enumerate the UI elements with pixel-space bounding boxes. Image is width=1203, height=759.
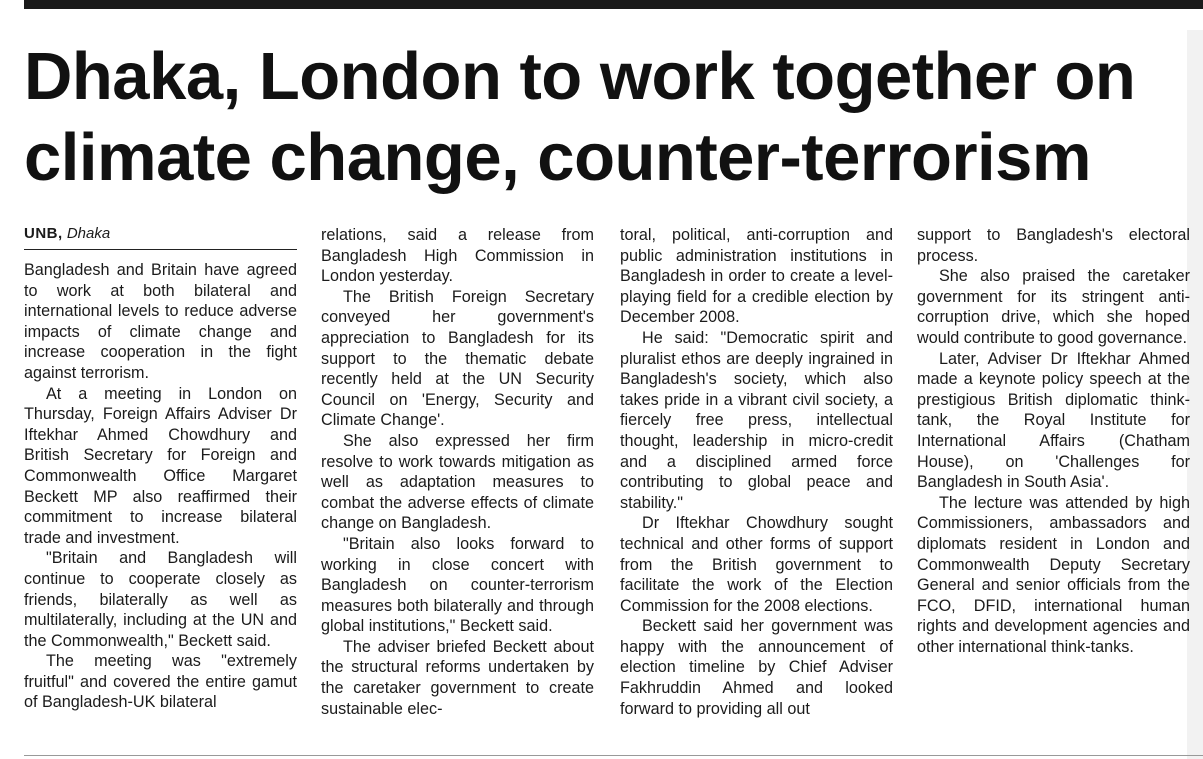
paragraph: "Britain also looks forward to working in close concert with Bangladesh on counter-terrorism measures both bilaterally and through global institutions," Beckett said. xyxy=(321,534,594,636)
paragraph: She also praised the caretaker government for its stringent anti-corruption drive, which she hoped would contribute to good governance. xyxy=(917,267,1190,347)
article-column-4 xyxy=(917,225,1190,755)
paragraph: The British Foreign Secretary conveyed her government's appreciation to Bangladesh for its support to the thematic debate recently held at the UN Security Council on 'Energy, Security and Climate Change'. xyxy=(321,287,594,430)
byline-agency: UNB, xyxy=(24,225,63,242)
bottom-rule xyxy=(24,755,1203,756)
headline: Dhaka, London to work together on climate change, counter-terrorism xyxy=(24,39,1136,195)
top-rule xyxy=(24,0,1203,9)
paragraph: She also expressed her firm resolve to work towards mitigation as well as adaptation measures to combat the adverse effects of climate change on Bangladesh. xyxy=(321,431,594,533)
article-column-1 xyxy=(24,222,297,752)
paragraph: Beckett said her government was happy with the announcement of election timeline by Chief Adviser Fakhruddin Ahmed and looked forward to providing all out xyxy=(620,617,893,718)
paragraph: support to Bangladesh's electoral process. xyxy=(917,226,1190,265)
article-column-3 xyxy=(620,225,893,755)
paragraph: The lecture was attended by high Commissioners, ambassadors and diplomats resident in London and Commonwealth Deputy Secretary General and senior officials from the FCO, DFID, international human rights and development agencies and other international think-tanks. xyxy=(917,493,1190,656)
paragraph: He said: "Democratic spirit and pluralist ethos are deeply ingrained in Bangladesh's society, which also takes pride in a vibrant civil society, a fiercely free press, intellectual thought, leadership in micro-credit and a disciplined armed force contributing to global peace and stability." xyxy=(620,328,893,512)
paragraph: "Britain and Bangladesh will continue to cooperate closely as friends, bilaterally as well as multilaterally, including at the UN and the Commonwealth," Beckett said. xyxy=(24,549,297,650)
paragraph: Bangladesh and Britain have agreed to work at both bilateral and international levels to reduce adverse impacts of climate change and increase cooperation in the fight against terrorism. xyxy=(24,261,297,382)
paragraph: The meeting was "extremely fruitful" and covered the entire gamut of Bangladesh-UK bilateral xyxy=(24,652,297,712)
paragraph: Later, Adviser Dr Iftekhar Ahmed made a keynote policy speech at the prestigious British diplomatic think-tank, the Royal Institute for International Affairs (Chatham House), on 'Challenges for Bangladesh in South Asia'. xyxy=(917,349,1190,492)
paragraph: At a meeting in London on Thursday, Foreign Affairs Adviser Dr Iftekhar Ahmed Chowdhury and British Secretary for Foreign and Commonwealth Office Margaret Beckett MP also reaffirmed their commitment to increase bilateral trade and investment. xyxy=(24,384,297,547)
byline-place: Dhaka xyxy=(66,225,111,242)
paragraph: toral, political, anti-corruption and public administration institutions in Bangladesh in order to create a level-playing field for a credible election by December 2008. xyxy=(620,226,893,327)
paragraph: Dr Iftekhar Chowdhury sought technical and other forms of support from the British government to facilitate the work of the Election Commission for the 2008 elections. xyxy=(620,514,893,615)
article-column-2 xyxy=(321,225,594,755)
paragraph: relations, said a release from Bangladesh High Commission in London yesterday. xyxy=(321,226,594,286)
paragraph: The adviser briefed Beckett about the structural reforms undertaken by the caretaker government to create sustainable elec- xyxy=(321,637,594,718)
byline xyxy=(24,222,297,250)
